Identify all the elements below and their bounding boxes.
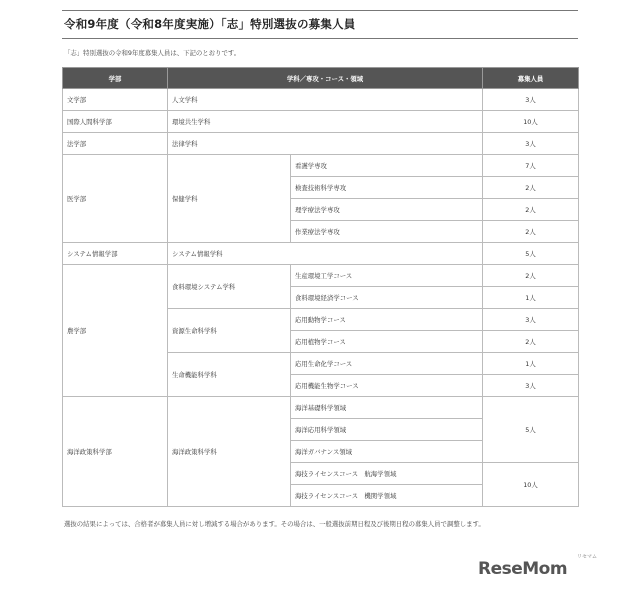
capacity-cell: 10人 [483,111,579,133]
faculty-cell: 国際人間科学部 [63,111,168,133]
faculty-cell: システム情報学部 [63,243,168,265]
capacity-cell: 1人 [483,353,579,375]
faculty-cell: 海洋政策科学部 [63,397,168,507]
faculty-cell: 文学部 [63,89,168,111]
page-title: 令和9年度（令和8年度実施）「志」特別選抜の募集人員 [62,10,578,39]
capacity-cell: 3人 [483,375,579,397]
major-cell: 検査技術科学専攻 [291,177,483,199]
capacity-cell: 5人 [483,243,579,265]
dept-cell: 人文学科 [168,89,483,111]
capacity-cell: 3人 [483,89,579,111]
course-cell: 食料環境経済学コース [291,287,483,309]
header-subject: 学科／専攻・コース・領域 [168,68,483,89]
footnote: 選抜の結果によっては、合格者が募集人員に対し増減する場合があります。その場合は、一般選抜前期日程及び後期日程の募集人員で調整します。 [64,520,485,528]
capacity-cell: 3人 [483,309,579,331]
dept-cell: 環境共生学科 [168,111,483,133]
area-cell: 海洋応用科学領域 [291,419,483,441]
table-header-row [63,68,579,89]
major-cell: 理学療法学専攻 [291,199,483,221]
resemom-logo-kana: リセマム [577,554,597,560]
major-cell: 作業療法学専攻 [291,221,483,243]
capacity-cell: 7人 [483,155,579,177]
table-row [63,265,579,287]
table-row [63,243,579,265]
dept-cell: 保健学科 [168,155,291,243]
header-faculty: 学部 [63,68,168,89]
dept-cell: 法律学科 [168,133,483,155]
dept-cell: 海洋政策科学科 [168,397,291,507]
area-cell: 海洋ガバナンス領域 [291,441,483,463]
faculty-cell: 農学部 [63,265,168,397]
page-content [62,10,578,528]
course-cell: 応用機能生物学コース [291,375,483,397]
area-cell: 海洋基礎科学領域 [291,397,483,419]
table-row [63,89,579,111]
header-capacity: 募集人員 [483,68,579,89]
dept-cell: システム情報学科 [168,243,483,265]
resemom-logo: ReseMom [478,559,568,579]
major-cell: 看護学専攻 [291,155,483,177]
course-cell: 応用生命化学コース [291,353,483,375]
table-row [63,397,579,419]
capacity-cell: 2人 [483,331,579,353]
capacity-cell: 2人 [483,265,579,287]
capacity-cell: 3人 [483,133,579,155]
faculty-cell: 法学部 [63,133,168,155]
capacity-cell: 2人 [483,221,579,243]
dept-cell: 食料環境システム学科 [168,265,291,309]
capacity-cell: 2人 [483,177,579,199]
capacity-table [62,67,579,507]
capacity-cell: 10人 [483,463,579,507]
capacity-cell: 1人 [483,287,579,309]
dept-cell: 資源生命科学科 [168,309,291,353]
capacity-cell: 2人 [483,199,579,221]
course-cell: 生産環境工学コース [291,265,483,287]
table-row [63,111,579,133]
course-cell: 応用植物学コース [291,331,483,353]
course-cell: 応用動物学コース [291,309,483,331]
table-row [63,133,579,155]
area-cell: 海技ライセンスコース 航海学領域 [291,463,483,485]
capacity-cell: 5人 [483,397,579,463]
area-cell: 海技ライセンスコース 機関学領域 [291,485,483,507]
faculty-cell: 医学部 [63,155,168,243]
dept-cell: 生命機能科学科 [168,353,291,397]
intro-text: 「志」特別選抜の令和9年度募集人員は、下記のとおりです。 [64,49,241,57]
table-row [63,155,579,177]
